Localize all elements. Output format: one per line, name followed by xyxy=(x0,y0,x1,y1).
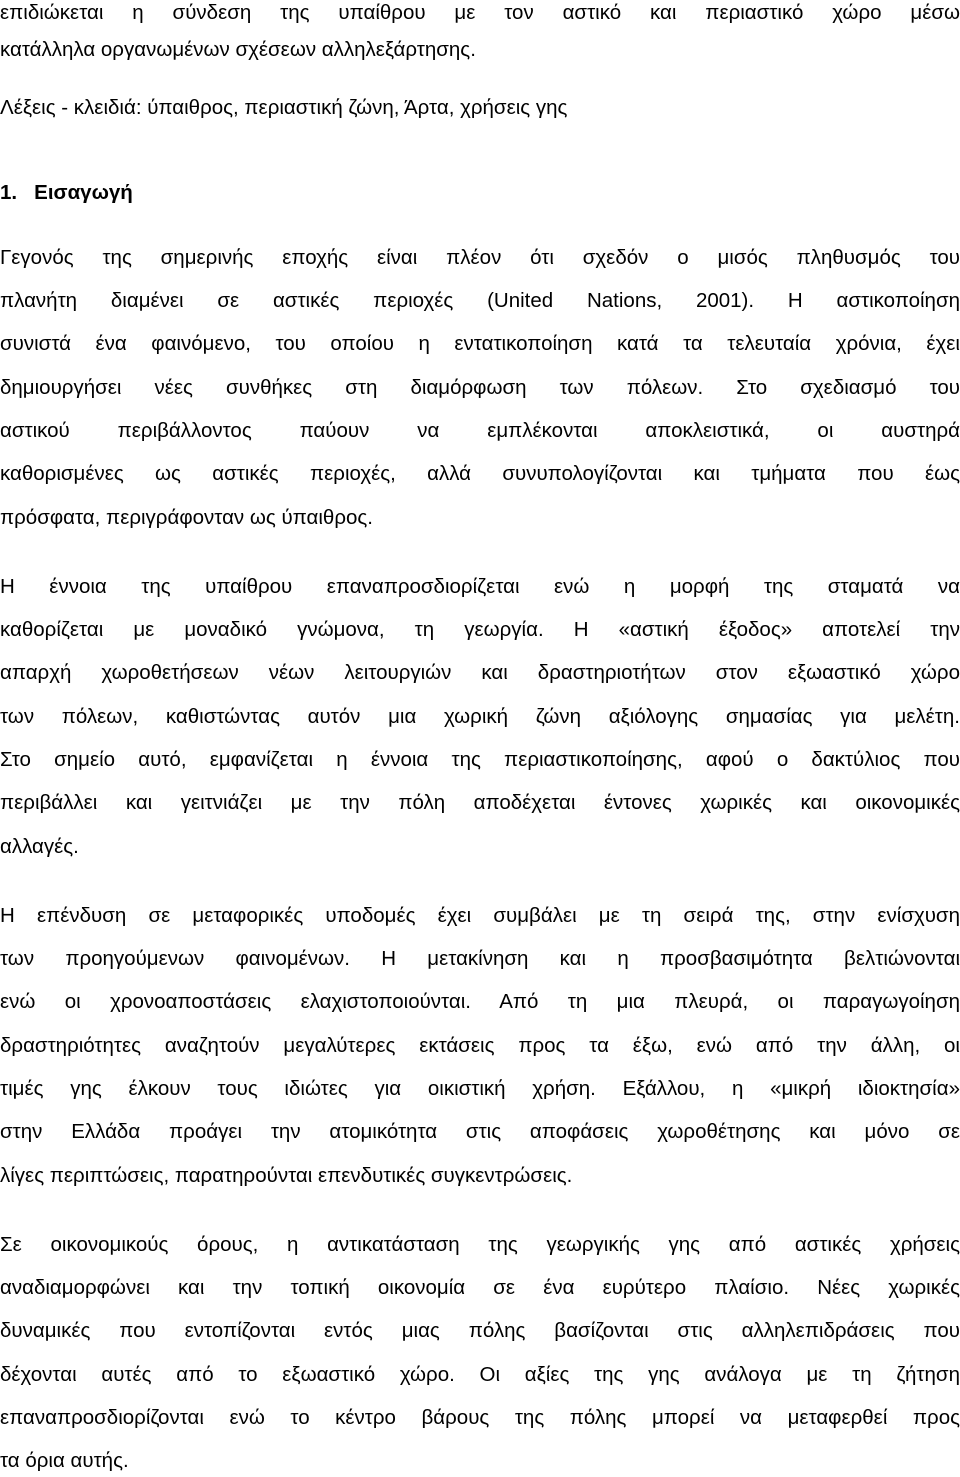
paragraph-line: αστικού περιβάλλοντος παύουν να εμπλέκονται αποκλειστικά, οι αυστηρά xyxy=(0,419,960,442)
paragraph-line: δημιουργήσει νέες συνθήκες στη διαμόρφωση των πόλεων. Στο σχεδιασμό του xyxy=(0,376,960,399)
keywords: Λέξεις - κλειδιά: ύπαιθρος, περιαστική ζώνη, Άρτα, χρήσεις γης xyxy=(0,96,568,119)
paragraph-line: Σε οικονομικούς όρους, η αντικατάσταση της γεωργικής γης από αστικές χρήσεις xyxy=(0,1233,960,1256)
paragraph-line: περιβάλλει και γειτνιάζει με την πόλη αποδέχεται έντονες χωρικές και οικονομικές xyxy=(0,791,960,814)
paragraph-line: καθορίζεται με μοναδικό γνώμονα, τη γεωργία. Η «αστική έξοδος» αποτελεί την xyxy=(0,618,960,641)
paragraph-line: δυναμικές που εντοπίζονται εντός μιας πόλης βασίζονται στις αλληλεπιδράσεις που xyxy=(0,1319,960,1342)
paragraph-line: δέχονται αυτές από το εξωαστικό χώρο. Οι αξίες της γης ανάλογα με τη ζήτηση xyxy=(0,1363,960,1386)
paragraph-line: Η επένδυση σε μεταφορικές υποδομές έχει συμβάλει με τη σειρά της, στην ενίσχυση xyxy=(0,904,960,927)
paragraph-line: στην Ελλάδα προάγει την ατομικότητα στις αποφάσεις χωροθέτησης και μόνο σε xyxy=(0,1120,960,1143)
section-heading: 1. Εισαγωγή xyxy=(0,181,133,204)
paragraph-line: επαναπροσδιορίζονται ενώ το κέντρο βάρους της πόλης μπορεί να μεταφερθεί προς xyxy=(0,1406,960,1429)
paragraph-line: λίγες περιπτώσεις, παρατηρούνται επενδυτικές συγκεντρώσεις. xyxy=(0,1164,573,1187)
paragraph-line: ενώ οι χρονοαποστάσεις ελαχιστοποιούνται. Από τη μια πλευρά, οι παραγωγοίηση xyxy=(0,990,960,1013)
paragraph-line: πλανήτη διαμένει σε αστικές περιοχές (United Nations, 2001). Η αστικοποίηση xyxy=(0,289,960,312)
paragraph-line: πρόσφατα, περιγράφονταν ως ύπαιθρος. xyxy=(0,506,373,529)
paragraph-line: των πόλεων, καθιστώντας αυτόν μια χωρική ζώνη αξιόλογης σημασίας για μελέτη. xyxy=(0,705,960,728)
paragraph-line: Γεγονός της σημερινής εποχής είναι πλέον ότι σχεδόν ο μισός πληθυσμός του xyxy=(0,246,960,269)
paragraph-line: συνιστά ένα φαινόμενο, του οποίου η εντατικοποίηση κατά τα τελευταία χρόνια, έχει xyxy=(0,332,960,355)
paragraph-line: καθορισμένες ως αστικές περιοχές, αλλά συνυπολογίζονται και τμήματα που έως xyxy=(0,462,960,485)
paragraph-line: αλλαγές. xyxy=(0,835,79,858)
paragraph-line: δραστηριότητες αναζητούν μεγαλύτερες εκτάσεις προς τα έξω, ενώ από την άλλη, οι xyxy=(0,1034,960,1057)
paragraph-line: απαρχή χωροθετήσεων νέων λειτουργιών και δραστηριοτήτων στον εξωαστικό χώρο xyxy=(0,661,960,684)
paragraph-line: αναδιαμορφώνει και την τοπική οικονομία σε ένα ευρύτερο πλαίσιο. Νέες χωρικές xyxy=(0,1276,960,1299)
intro-line: επιδιώκεται η σύνδεση της υπαίθρου με τον αστικό και περιαστικό χώρο μέσω xyxy=(0,1,960,24)
paragraph-line: Η έννοια της υπαίθρου επαναπροσδιορίζεται ενώ η μορφή της σταματά να xyxy=(0,575,960,598)
paragraph-line: Στο σημείο αυτό, εμφανίζεται η έννοια της περιαστικοποίησης, αφού ο δακτύλιος που xyxy=(0,748,960,771)
paragraph-line: των προηγούμενων φαινομένων. Η μετακίνηση και η προσβασιμότητα βελτιώνονται xyxy=(0,947,960,970)
paragraph-line: τιμές γης έλκουν τους ιδιώτες για οικιστική χρήση. Εξάλλου, η «μικρή ιδιοκτησία» xyxy=(0,1077,960,1100)
paragraph-line: τα όρια αυτής. xyxy=(0,1449,129,1472)
intro-line: κατάλληλα οργανωμένων σχέσεων αλληλεξάρτησης. xyxy=(0,38,476,61)
